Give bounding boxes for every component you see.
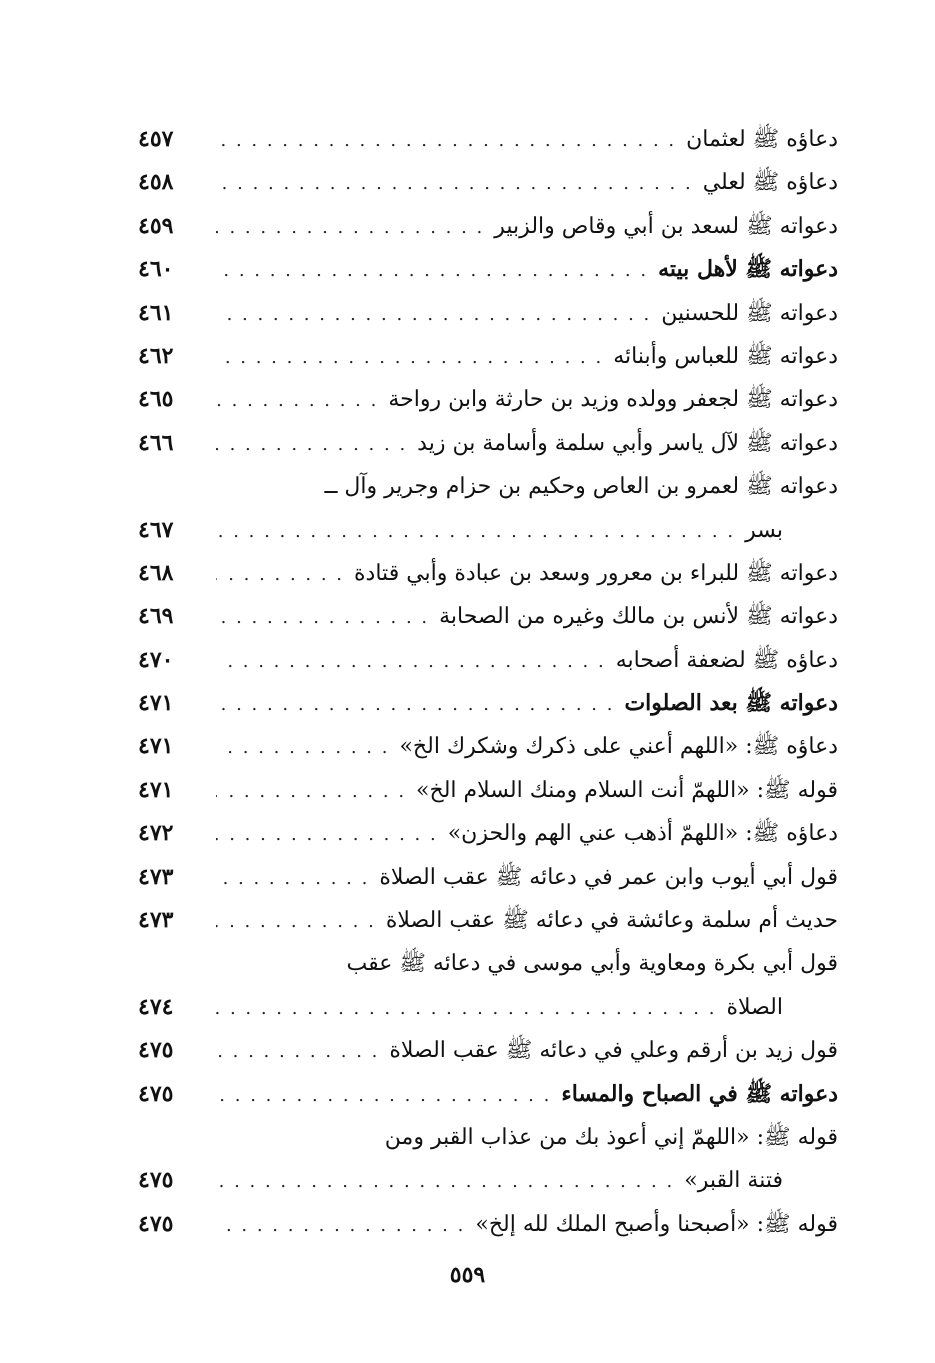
toc-entry-page: ٤٧١ [138, 776, 174, 803]
toc-entry-page: ٤٦٢ [138, 342, 174, 369]
dot-leader [216, 900, 376, 943]
toc-entry-page: ٤٧٣ [138, 907, 174, 934]
toc-entry-title: دعواته ﷺ لعمرو بن العاص وحكيم بن حزام وجرير وآل ــ [324, 474, 838, 500]
toc-entry-title: دعواته ﷺ لآل ياسر وأبي سلمة وأسامة بن زيد [417, 430, 838, 456]
toc-entry [138, 1116, 838, 1159]
toc-entry-title: قول أبي أيوب وابن عمر في دعائه ﷺ عقب الصلاة [379, 864, 838, 890]
toc-entry [138, 725, 838, 768]
dot-leader [216, 162, 693, 205]
toc-entry-title: دعواته ﷺ للبراء بن معرور وسعد بن عبادة وأبي قتادة [354, 560, 838, 586]
toc-entry [138, 248, 838, 291]
toc-entry-title: دعاؤه ﷺ: «اللهمّ أذهب عني الهم والحزن» [447, 821, 838, 847]
toc-entry-page: ٤٦٩ [138, 603, 174, 630]
toc-entry-page: ٤٧٥ [138, 1037, 174, 1064]
toc-entry-title: بسر [745, 517, 783, 543]
toc-entry [138, 812, 838, 855]
toc-entry-title: الصلاة [726, 994, 783, 1020]
toc-entry [138, 769, 838, 812]
toc-entry-title: حديث أم سلمة وعائشة في دعائه ﷺ عقب الصلاة [385, 908, 838, 934]
dot-leader [216, 510, 735, 553]
toc-entry [138, 595, 838, 638]
toc-entry-title: دعواته ﷺ للحسنين [661, 300, 838, 326]
page-number: ٥٥٩ [449, 1262, 486, 1288]
toc-entry-title: دعواته ﷺ لسعد بن أبي وقاص والزبير [494, 213, 838, 239]
toc-entry-page: ٤٦٠ [138, 256, 174, 283]
toc-entry-title: دعواته ﷺ في الصباح والمساء [561, 1080, 838, 1107]
toc-entry-page: ٤٦٧ [138, 516, 174, 543]
dot-leader [216, 1030, 379, 1073]
dot-leader [216, 1204, 465, 1247]
toc-entry-title: دعاؤه ﷺ لضعفة أصحابه [615, 647, 838, 673]
dot-leader [216, 379, 378, 422]
dot-leader [216, 423, 407, 466]
toc-entry [138, 899, 838, 942]
dot-leader [216, 553, 344, 596]
toc-entry [138, 1203, 838, 1246]
toc-entry [138, 639, 838, 682]
toc-entry-page: ٤٥٩ [138, 212, 174, 239]
dot-leader [216, 770, 406, 813]
dot-leader [216, 336, 603, 379]
toc-entry-page: ٤٦٥ [138, 386, 174, 413]
dot-leader [216, 857, 369, 900]
toc-entry [138, 292, 838, 335]
toc-entry [138, 205, 838, 248]
dot-leader [216, 206, 484, 249]
toc-entry-title: قول زيد بن أرقم وعلي في دعائه ﷺ عقب الصلاة [389, 1038, 838, 1064]
toc-entry [138, 682, 838, 725]
dot-leader [216, 640, 606, 683]
toc-entry [138, 552, 838, 595]
toc-entry-page: ٤٥٧ [138, 126, 174, 152]
toc-entry-page: ٤٥٨ [138, 169, 174, 196]
dot-leader [216, 1160, 674, 1203]
toc-entry-title: قوله ﷺ: «اللهمّ إني أعوذ بك من عذاب القبر ومن [384, 1124, 838, 1150]
toc-entry-title: دعواته ﷺ بعد الصلوات [624, 690, 838, 717]
toc-entry [138, 335, 838, 378]
toc-entry [138, 942, 838, 985]
toc-entry [138, 118, 838, 161]
toc-entry-title: قول أبي بكرة ومعاوية وأبي موسى في دعائه ﷺ عقب [346, 951, 838, 977]
toc-entry-page: ٤٧١ [138, 690, 174, 717]
dot-leader [216, 726, 389, 769]
toc-entry-page: ٤٧٠ [138, 646, 174, 673]
dot-leader [216, 987, 716, 1030]
toc-entry [138, 378, 838, 421]
toc-entry [138, 1029, 838, 1072]
toc-entry-title: دعواته ﷺ لأنس بن مالك وغيره من الصحابة [439, 604, 838, 630]
toc-entry [138, 1073, 838, 1116]
toc-entry-page: ٤٧٥ [138, 1210, 174, 1237]
dot-leader [216, 683, 614, 726]
toc-entry-page: ٤٧٢ [138, 820, 174, 847]
toc-entry-page: ٤٧٣ [138, 863, 174, 890]
toc-entry-title: دعواته ﷺ لجعفر وولده وزيد بن حارثة وابن رواحة [388, 387, 838, 413]
toc-entry [138, 1159, 838, 1202]
toc-entry-page: ٤٧٤ [138, 993, 174, 1020]
toc-entry-title: قوله ﷺ: «أصبحنا وأصبح الملك لله إلخ» [475, 1211, 838, 1237]
toc-entry [138, 161, 838, 204]
dot-leader [216, 293, 651, 336]
toc-entry-title: دعاؤه ﷺ لعلي [702, 170, 838, 196]
toc-entry-title: قوله ﷺ: «اللهمّ أنت السلام ومنك السلام الخ» [416, 777, 838, 803]
dot-leader [216, 249, 648, 292]
dot-leader [216, 119, 676, 162]
toc-entry-page: ٤٦٨ [138, 559, 174, 586]
toc-entry-title: فتنة القبر» [684, 1168, 783, 1194]
toc-entry-title: دعواته ﷺ للعباس وأبنائه [613, 343, 838, 369]
toc-entry-title: دعاؤه ﷺ: «اللهم أعني على ذكرك وشكرك الخ» [399, 734, 838, 760]
toc-entry-page: ٤٦٦ [138, 429, 174, 456]
toc-entry-page: ٤٧٥ [138, 1167, 174, 1194]
toc-entry-page: ٤٧٥ [138, 1080, 174, 1107]
toc-entry-page: ٤٧١ [138, 733, 174, 760]
table-of-contents [138, 118, 838, 1246]
toc-entry [138, 465, 838, 508]
toc-entry [138, 422, 838, 465]
dot-leader [216, 813, 438, 856]
toc-entry [138, 986, 838, 1029]
dot-leader [216, 1074, 551, 1117]
toc-entry-title: دعواته ﷺ لأهل بيته [658, 256, 838, 283]
toc-entry [138, 856, 838, 899]
toc-entry [138, 509, 838, 552]
toc-entry-page: ٤٦١ [138, 299, 174, 326]
dot-leader [216, 596, 429, 639]
toc-entry-title: دعاؤه ﷺ لعثمان [686, 127, 838, 152]
